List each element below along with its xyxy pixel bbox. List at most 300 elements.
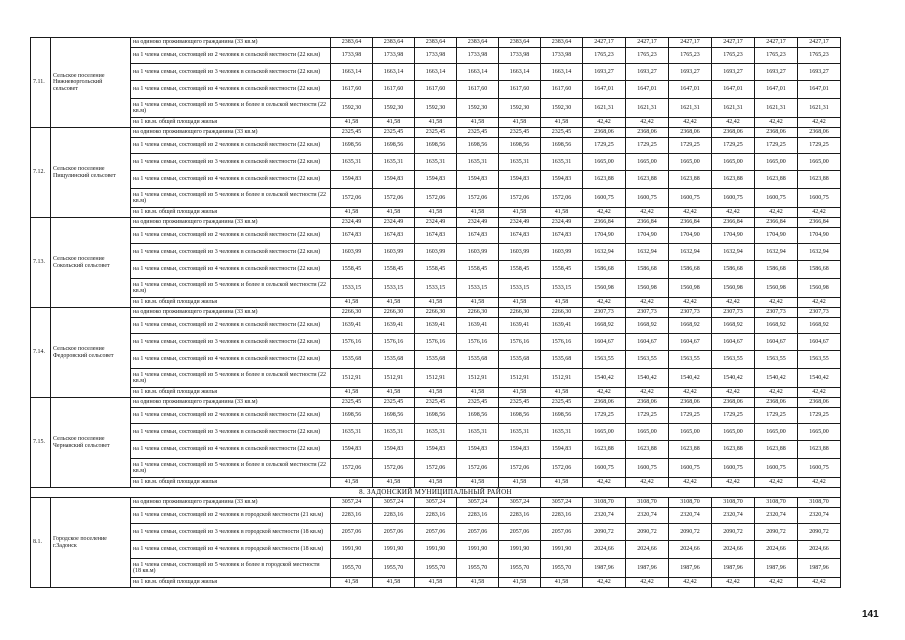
value-cell: 1639,41 [457, 318, 499, 334]
value-cell: 2320,74 [712, 508, 755, 524]
value-cell: 1592,30 [499, 99, 541, 118]
value-cell: 2324,49 [331, 218, 373, 228]
value-cell: 1635,31 [331, 154, 373, 171]
value-cell: 41,58 [499, 298, 541, 308]
value-cell: 42,42 [712, 478, 755, 488]
value-cell: 1698,56 [541, 138, 583, 154]
value-cell: 41,58 [541, 118, 583, 128]
table-row [31, 138, 841, 154]
value-cell: 1765,23 [626, 48, 669, 64]
value-cell: 3108,70 [626, 498, 669, 508]
row-label: на 1 члена семьи, состоящей из 2 человек в сельской местности (22 кв.м) [131, 138, 331, 154]
value-cell: 2325,45 [415, 398, 457, 408]
value-cell: 1632,94 [712, 244, 755, 261]
value-cell: 1955,70 [373, 559, 415, 578]
value-cell: 41,58 [541, 478, 583, 488]
value-cell: 1663,14 [499, 64, 541, 81]
value-cell: 41,58 [499, 208, 541, 218]
value-cell: 2024,66 [798, 541, 841, 559]
value-cell: 2368,06 [712, 128, 755, 138]
value-cell: 1623,88 [626, 441, 669, 459]
value-cell: 41,58 [415, 388, 457, 398]
value-cell: 2324,49 [373, 218, 415, 228]
value-cell: 1563,55 [669, 351, 712, 369]
value-cell: 1512,91 [373, 369, 415, 388]
value-cell: 1729,25 [626, 138, 669, 154]
row-label: на 1 члена семьи, состоящей из 2 человек в сельской местности (22 кв.м) [131, 318, 331, 334]
value-cell: 2368,06 [798, 398, 841, 408]
row-label: на 1 кв.м. общей площади жилья [131, 208, 331, 218]
value-cell: 2090,72 [712, 524, 755, 541]
table-row [31, 478, 841, 488]
table-row [31, 118, 841, 128]
table-row [31, 508, 841, 524]
value-cell: 1572,06 [415, 189, 457, 208]
table-row [31, 128, 841, 138]
value-cell: 2368,06 [583, 128, 626, 138]
row-label: на 1 члена семьи, состоящей из 4 человек в сельской местности (22 кв.м) [131, 171, 331, 189]
value-cell: 1635,31 [373, 154, 415, 171]
value-cell: 1955,70 [457, 559, 499, 578]
value-cell: 1600,75 [712, 459, 755, 478]
row-label: на 1 члена семьи, состоящей из 2 человек в сельской местности (22 кв.м) [131, 228, 331, 244]
value-cell: 1647,01 [712, 81, 755, 99]
section-header-row [31, 488, 841, 498]
value-cell: 3057,24 [415, 498, 457, 508]
value-cell: 1704,90 [755, 228, 798, 244]
value-cell: 41,58 [415, 298, 457, 308]
value-cell: 1632,94 [626, 244, 669, 261]
value-cell: 1576,16 [373, 334, 415, 351]
value-cell: 1572,06 [499, 189, 541, 208]
value-cell: 42,42 [626, 578, 669, 588]
value-cell: 2368,06 [669, 128, 712, 138]
value-cell: 1604,67 [626, 334, 669, 351]
value-cell: 41,58 [331, 118, 373, 128]
settlement-name: Сельское поселение Сокольский сельсовет [51, 218, 131, 308]
value-cell: 1560,98 [755, 279, 798, 298]
table-body [31, 38, 841, 588]
value-cell: 1698,56 [373, 408, 415, 424]
value-cell: 2368,06 [755, 398, 798, 408]
value-cell: 1698,56 [499, 138, 541, 154]
value-cell: 41,58 [457, 578, 499, 588]
value-cell: 1674,83 [499, 228, 541, 244]
value-cell: 1665,00 [798, 424, 841, 441]
value-cell: 1535,68 [457, 351, 499, 369]
value-cell: 1668,92 [755, 318, 798, 334]
value-cell: 1987,96 [755, 559, 798, 578]
value-cell: 2366,84 [583, 218, 626, 228]
value-cell: 2283,16 [499, 508, 541, 524]
table-row [31, 524, 841, 541]
value-cell: 1674,83 [331, 228, 373, 244]
value-cell: 2325,45 [373, 398, 415, 408]
value-cell: 1594,83 [331, 171, 373, 189]
value-cell: 2024,66 [669, 541, 712, 559]
value-cell: 1729,25 [798, 408, 841, 424]
value-cell: 1665,00 [755, 154, 798, 171]
value-cell: 41,58 [415, 478, 457, 488]
value-cell: 1623,88 [583, 171, 626, 189]
value-cell: 1729,25 [669, 138, 712, 154]
row-label: на 1 члена семьи, состоящей из 5 человек и более в сельской местности (22 кв.м) [131, 459, 331, 478]
value-cell: 1600,75 [583, 459, 626, 478]
value-cell: 42,42 [669, 388, 712, 398]
value-cell: 1623,88 [669, 441, 712, 459]
value-cell: 3108,70 [712, 498, 755, 508]
value-cell: 1693,27 [755, 64, 798, 81]
row-label: на 1 члена семьи, состоящей из 3 человек в городской местности (18 кв.м) [131, 524, 331, 541]
value-cell: 1617,60 [499, 81, 541, 99]
value-cell: 1512,91 [541, 369, 583, 388]
value-cell: 41,58 [373, 388, 415, 398]
value-cell: 2325,45 [541, 128, 583, 138]
value-cell: 1604,67 [669, 334, 712, 351]
value-cell: 2368,06 [669, 398, 712, 408]
value-cell: 42,42 [798, 208, 841, 218]
value-cell: 2057,06 [331, 524, 373, 541]
value-cell: 1955,70 [499, 559, 541, 578]
value-cell: 1572,06 [457, 189, 499, 208]
value-cell: 1617,60 [457, 81, 499, 99]
value-cell: 1635,31 [499, 154, 541, 171]
value-cell: 1572,06 [373, 189, 415, 208]
table-row [31, 279, 841, 298]
value-cell: 1558,45 [331, 261, 373, 279]
value-cell: 2324,49 [541, 218, 583, 228]
value-cell: 2266,30 [541, 308, 583, 318]
settlement-number: 7.15. [31, 398, 51, 488]
value-cell: 2090,72 [626, 524, 669, 541]
value-cell: 2366,84 [712, 218, 755, 228]
row-label: на 1 члена семьи, состоящей из 5 человек и более в городской местности (18 кв.м) [131, 559, 331, 578]
value-cell: 1572,06 [331, 189, 373, 208]
value-cell: 1586,68 [626, 261, 669, 279]
value-cell: 1512,91 [499, 369, 541, 388]
value-cell: 2057,06 [541, 524, 583, 541]
value-cell: 1621,31 [755, 99, 798, 118]
value-cell: 1733,98 [331, 48, 373, 64]
table-row [31, 441, 841, 459]
value-cell: 2325,45 [499, 128, 541, 138]
value-cell: 1572,06 [373, 459, 415, 478]
value-cell: 42,42 [712, 578, 755, 588]
value-cell: 1535,68 [499, 351, 541, 369]
table-row [31, 578, 841, 588]
row-label: на 1 кв.м. общей площади жилья [131, 388, 331, 398]
table-row [31, 308, 841, 318]
value-cell: 1729,25 [798, 138, 841, 154]
value-cell: 42,42 [669, 578, 712, 588]
value-cell: 1603,99 [541, 244, 583, 261]
value-cell: 2024,66 [755, 541, 798, 559]
value-cell: 1955,70 [541, 559, 583, 578]
value-cell: 1617,60 [541, 81, 583, 99]
table-row [31, 189, 841, 208]
table-row [31, 298, 841, 308]
value-cell: 1665,00 [626, 154, 669, 171]
value-cell: 1603,99 [457, 244, 499, 261]
value-cell: 2366,84 [669, 218, 712, 228]
value-cell: 1987,96 [798, 559, 841, 578]
section-title: 8. ЗАДОНСКИЙ МУНИЦИПАЛЬНЫЙ РАЙОН [31, 488, 841, 498]
value-cell: 41,58 [541, 298, 583, 308]
settlement-number: 7.13. [31, 218, 51, 308]
value-cell: 41,58 [373, 118, 415, 128]
value-cell: 42,42 [626, 388, 669, 398]
value-cell: 1698,56 [541, 408, 583, 424]
value-cell: 1572,06 [541, 459, 583, 478]
value-cell: 1600,75 [583, 189, 626, 208]
value-cell: 3057,24 [499, 498, 541, 508]
value-cell: 42,42 [798, 388, 841, 398]
row-label: на 1 члена семьи, состоящей из 5 человек и более в сельской местности (22 кв.м) [131, 369, 331, 388]
value-cell: 1540,42 [583, 369, 626, 388]
row-label: на 1 члена семьи, состоящей из 4 человек в сельской местности (22 кв.м) [131, 81, 331, 99]
value-cell: 1663,14 [331, 64, 373, 81]
value-cell: 2283,16 [457, 508, 499, 524]
value-cell: 2090,72 [669, 524, 712, 541]
value-cell: 1668,92 [798, 318, 841, 334]
row-label: на 1 члена семьи, состоящей из 5 человек и более в сельской местности (22 кв.м) [131, 189, 331, 208]
value-cell: 1729,25 [712, 138, 755, 154]
value-cell: 1674,83 [457, 228, 499, 244]
value-cell: 42,42 [626, 118, 669, 128]
value-cell: 2057,06 [373, 524, 415, 541]
value-cell: 3057,24 [331, 498, 373, 508]
value-cell: 1635,31 [541, 424, 583, 441]
value-cell: 2307,73 [583, 308, 626, 318]
value-cell: 3108,70 [798, 498, 841, 508]
value-cell: 1765,23 [798, 48, 841, 64]
value-cell: 42,42 [755, 118, 798, 128]
table-row [31, 81, 841, 99]
settlement-name: Сельское поселение Чернавский сельсовет [51, 398, 131, 488]
value-cell: 1987,96 [712, 559, 755, 578]
table-row [31, 171, 841, 189]
table-row [31, 64, 841, 81]
value-cell: 41,58 [331, 478, 373, 488]
value-cell: 1668,92 [712, 318, 755, 334]
value-cell: 2266,30 [457, 308, 499, 318]
value-cell: 1533,15 [373, 279, 415, 298]
value-cell: 1635,31 [457, 154, 499, 171]
value-cell: 2366,84 [755, 218, 798, 228]
value-cell: 1540,42 [755, 369, 798, 388]
value-cell: 2320,74 [669, 508, 712, 524]
value-cell: 1594,83 [457, 171, 499, 189]
value-cell: 1592,30 [457, 99, 499, 118]
value-cell: 2057,06 [499, 524, 541, 541]
value-cell: 1540,42 [798, 369, 841, 388]
value-cell: 1604,67 [755, 334, 798, 351]
settlement-name: Сельское поселение Федоровский сельсовет [51, 308, 131, 398]
settlement-number: 7.11. [31, 38, 51, 128]
value-cell: 1733,98 [499, 48, 541, 64]
value-cell: 2427,17 [755, 38, 798, 48]
value-cell: 1704,90 [626, 228, 669, 244]
value-cell: 42,42 [583, 208, 626, 218]
value-cell: 1765,23 [755, 48, 798, 64]
value-cell: 2325,45 [457, 128, 499, 138]
value-cell: 1635,31 [499, 424, 541, 441]
value-cell: 1647,01 [583, 81, 626, 99]
table-row [31, 334, 841, 351]
value-cell: 2325,45 [415, 128, 457, 138]
value-cell: 1693,27 [712, 64, 755, 81]
value-cell: 1987,96 [583, 559, 626, 578]
value-cell: 41,58 [457, 118, 499, 128]
value-cell: 2266,30 [499, 308, 541, 318]
value-cell: 1576,16 [499, 334, 541, 351]
value-cell: 2383,64 [457, 38, 499, 48]
value-cell: 1594,83 [499, 171, 541, 189]
value-cell: 1733,98 [457, 48, 499, 64]
value-cell: 2283,16 [331, 508, 373, 524]
value-cell: 1698,56 [415, 408, 457, 424]
value-cell: 1563,55 [798, 351, 841, 369]
value-cell: 1533,15 [415, 279, 457, 298]
value-cell: 41,58 [373, 298, 415, 308]
value-cell: 1594,83 [373, 441, 415, 459]
value-cell: 3108,70 [583, 498, 626, 508]
value-cell: 2024,66 [583, 541, 626, 559]
value-cell: 1572,06 [457, 459, 499, 478]
value-cell: 1698,56 [499, 408, 541, 424]
value-cell: 1991,90 [541, 541, 583, 559]
value-cell: 1674,83 [373, 228, 415, 244]
value-cell: 42,42 [798, 298, 841, 308]
value-cell: 2320,74 [755, 508, 798, 524]
row-label: на 1 члена семьи, состоящей из 4 человек в сельской местности (22 кв.м) [131, 351, 331, 369]
value-cell: 1991,90 [415, 541, 457, 559]
value-cell: 1693,27 [798, 64, 841, 81]
value-cell: 1592,30 [331, 99, 373, 118]
value-cell: 42,42 [583, 578, 626, 588]
value-cell: 1621,31 [798, 99, 841, 118]
row-label: на 1 члена семьи, состоящей из 4 человек в сельской местности (22 кв.м) [131, 261, 331, 279]
value-cell: 1632,94 [755, 244, 798, 261]
value-cell: 1987,96 [669, 559, 712, 578]
value-cell: 1729,25 [583, 138, 626, 154]
value-cell: 41,58 [499, 118, 541, 128]
value-cell: 41,58 [499, 478, 541, 488]
table-row [31, 351, 841, 369]
value-cell: 1560,98 [626, 279, 669, 298]
value-cell: 2324,49 [415, 218, 457, 228]
value-cell: 1535,68 [331, 351, 373, 369]
value-cell: 1674,83 [541, 228, 583, 244]
value-cell: 1623,88 [798, 441, 841, 459]
value-cell: 41,58 [415, 208, 457, 218]
value-cell: 1600,75 [755, 459, 798, 478]
table-row [31, 498, 841, 508]
value-cell: 2325,45 [541, 398, 583, 408]
page-number: 141 [862, 609, 879, 620]
value-cell: 1733,98 [415, 48, 457, 64]
value-cell: 1639,41 [499, 318, 541, 334]
value-cell: 1639,41 [331, 318, 373, 334]
value-cell: 1586,68 [755, 261, 798, 279]
value-cell: 1540,42 [712, 369, 755, 388]
table-row [31, 388, 841, 398]
value-cell: 1704,90 [669, 228, 712, 244]
value-cell: 2307,73 [626, 308, 669, 318]
value-cell: 41,58 [331, 578, 373, 588]
value-cell: 2366,84 [798, 218, 841, 228]
value-cell: 1665,00 [798, 154, 841, 171]
value-cell: 2325,45 [373, 128, 415, 138]
value-cell: 1617,60 [373, 81, 415, 99]
value-cell: 1765,23 [669, 48, 712, 64]
row-label: на 1 члена семьи, состоящей из 2 человек в сельской местности (22 кв.м) [131, 408, 331, 424]
value-cell: 2427,17 [583, 38, 626, 48]
value-cell: 1563,55 [755, 351, 798, 369]
value-cell: 1623,88 [669, 171, 712, 189]
value-cell: 41,58 [541, 388, 583, 398]
value-cell: 2057,06 [415, 524, 457, 541]
value-cell: 1621,31 [669, 99, 712, 118]
value-cell: 1594,83 [373, 171, 415, 189]
value-cell: 42,42 [669, 478, 712, 488]
table-row [31, 459, 841, 478]
value-cell: 2427,17 [798, 38, 841, 48]
value-cell: 42,42 [583, 298, 626, 308]
value-cell: 1729,25 [669, 408, 712, 424]
value-cell: 1632,94 [798, 244, 841, 261]
value-cell: 1698,56 [331, 408, 373, 424]
value-cell: 1592,30 [415, 99, 457, 118]
value-cell: 41,58 [499, 388, 541, 398]
value-cell: 41,58 [373, 478, 415, 488]
value-cell: 2266,30 [415, 308, 457, 318]
value-cell: 1623,88 [712, 171, 755, 189]
value-cell: 1665,00 [583, 424, 626, 441]
value-cell: 1600,75 [669, 189, 712, 208]
value-cell: 2057,06 [457, 524, 499, 541]
value-cell: 1663,14 [457, 64, 499, 81]
value-cell: 1563,55 [583, 351, 626, 369]
value-cell: 2024,66 [626, 541, 669, 559]
value-cell: 41,58 [457, 478, 499, 488]
value-cell: 1533,15 [331, 279, 373, 298]
value-cell: 1621,31 [712, 99, 755, 118]
value-cell: 1576,16 [457, 334, 499, 351]
value-cell: 2307,73 [798, 308, 841, 318]
value-cell: 1623,88 [626, 171, 669, 189]
value-cell: 42,42 [755, 578, 798, 588]
row-label: на одиноко проживающего гражданина (33 кв.м) [131, 218, 331, 228]
value-cell: 1674,83 [415, 228, 457, 244]
value-cell: 1991,90 [499, 541, 541, 559]
value-cell: 1535,68 [373, 351, 415, 369]
value-cell: 1586,68 [712, 261, 755, 279]
row-label: на 1 члена семьи, состоящей из 3 человек в сельской местности (22 кв.м) [131, 154, 331, 171]
value-cell: 1623,88 [712, 441, 755, 459]
settlement-number: 8.1. [31, 498, 51, 588]
value-cell: 1663,14 [541, 64, 583, 81]
value-cell: 1698,56 [415, 138, 457, 154]
value-cell: 1665,00 [583, 154, 626, 171]
row-label: на 1 кв.м. общей площади жилья [131, 478, 331, 488]
value-cell: 1635,31 [331, 424, 373, 441]
value-cell: 1698,56 [457, 408, 499, 424]
table-row [31, 38, 841, 48]
value-cell: 1600,75 [798, 459, 841, 478]
value-cell: 41,58 [331, 388, 373, 398]
value-cell: 1635,31 [415, 154, 457, 171]
